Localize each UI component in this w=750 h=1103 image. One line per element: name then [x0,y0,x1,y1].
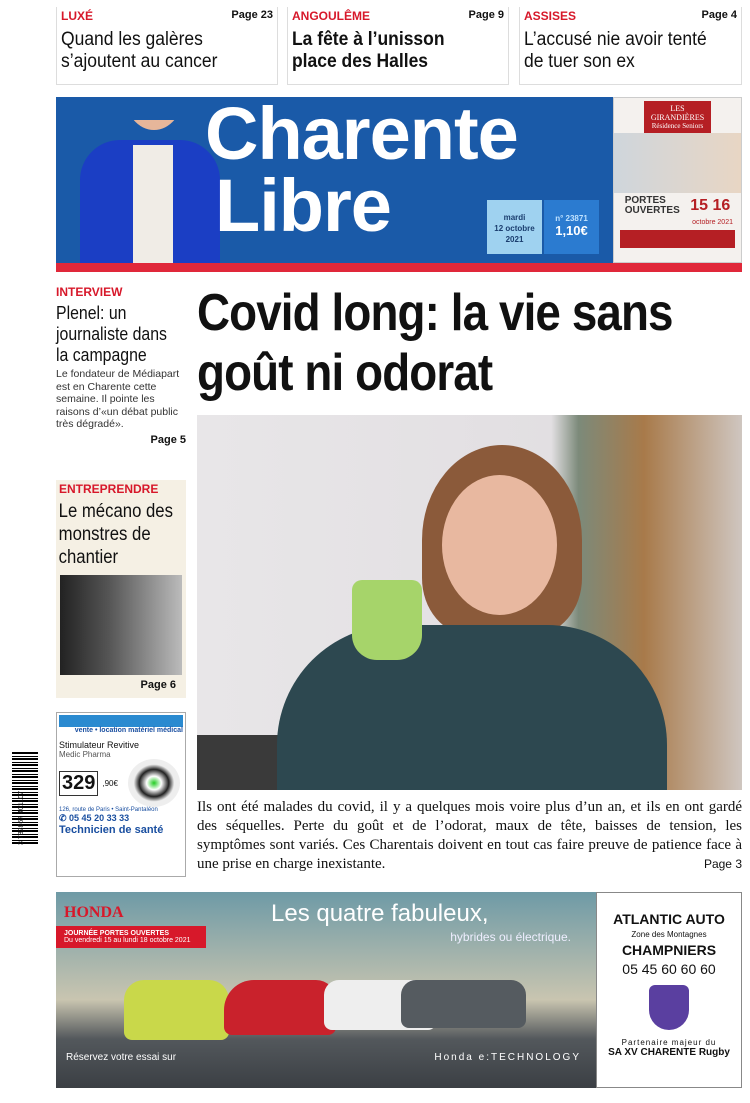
mechanic-photo [60,575,182,675]
price-box: n° 23871 1,10€ [544,200,599,254]
kicker: LUXÉ [61,9,94,23]
masthead-portrait [75,120,225,263]
teaser-title: La fête à l’unisson place des Halles [292,29,445,72]
logo[interactable]: Charente Libre [205,92,518,247]
main-headline[interactable]: Covid long: la vie sans goût ni odorat [197,284,673,402]
barcode [12,752,38,844]
main-photo [197,415,742,790]
teaser-title: Quand les galères s’ajoutent au cancer [61,29,218,72]
ad-technicien-sante[interactable]: vente • location matériel médical Stimulateur Revitive Medic Pharma 329 ,90€ 126, route de Paris • Saint-Pantaléon ✆ 05 45 20 33 33 Technicien de santé [56,712,186,877]
ad-atlantic-auto[interactable]: ATLANTIC AUTO Zone des Montagnes CHAMPNIERS 05 45 60 60 60 Partenaire majeur du SA XV CHARENTE Rugby [596,892,742,1088]
barcode-number: 3 782867 401107 [18,791,25,845]
story-interview[interactable]: INTERVIEW Plenel: un journaliste dans la campagne Le fondateur de Médiapart est en Charente cette semaine. Il pointe les raisons d’«un débat public très dégradé». Page 5 [56,285,186,446]
kicker: ASSISES [524,9,577,23]
date-box: mardi 12 octobre 2021 [487,200,542,254]
story-entreprendre[interactable]: ENTREPRENDRE Le mécano des monstres de chantier Page 6 [56,480,186,698]
ad-girandieres[interactable]: LES GIRANDIÈRES Résidence Seniors PORTES OUVERTES 15 16 octobre 2021 [613,97,742,263]
ad-honda[interactable]: HONDA JOURNÉE PORTES OUVERTES Du vendredi 15 au lundi 18 octobre 2021 Les quatre fabuleux, hybrides ou électrique. Réservez votre essai sur Honda e:TECHNOLOGY [56,892,596,1088]
teaser-luxe[interactable] [56,7,278,85]
page-ref: Page 23 [231,9,273,21]
teaser-title: L’accusé nie avoir tenté de tuer son ex [524,29,707,72]
red-rule [56,263,742,272]
page-ref: Page 9 [468,9,504,21]
lead-paragraph: Ils ont été malades du covid, il y a quelques mois voire plus d’un an, et ils en ont gardé des séquelles. Perte du goût et de l’odorat, maux de tête, baisses de tension, les symptômes sont variés. Ces Charentais doivent en tout cas faire preuve de patience face à une prise en charge inexistante. Page 3 [197,799,742,872]
rugby-club-logo [649,985,689,1030]
page-ref: Page 4 [701,9,737,21]
teaser-angouleme[interactable] [287,7,509,85]
honda-promo: JOURNÉE PORTES OUVERTES Du vendredi 15 au lundi 18 octobre 2021 [56,926,206,948]
teaser-assises[interactable] [519,7,742,85]
kicker: ANGOULÊME [292,9,370,23]
